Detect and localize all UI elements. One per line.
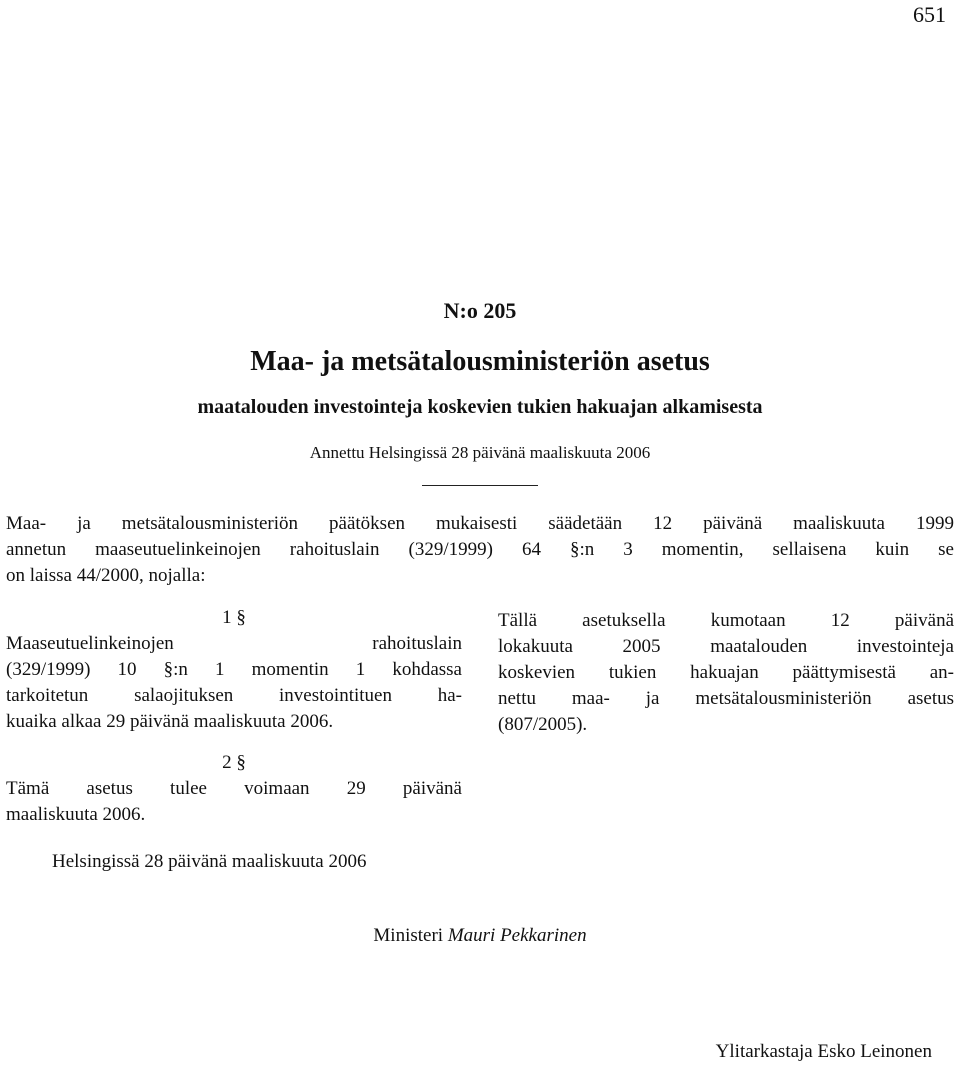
preamble-line: annetun maaseutuelinkeinojen rahoituslain (329/1999) 64 §:n 3 momentin, sellaisena kuin se xyxy=(6,539,954,560)
divider-rule xyxy=(422,485,538,486)
signing-place-date: Helsingissä 28 päivänä maaliskuuta 2006 xyxy=(52,851,367,872)
section-1 xyxy=(6,605,462,735)
repeal-line: lokakuuta 2005 maatalouden investointeja xyxy=(498,636,954,657)
preamble xyxy=(6,511,954,589)
section-line: (329/1999) 10 §:n 1 momentin 1 kohdassa xyxy=(6,659,462,680)
section-line: kuaika alkaa 29 päivänä maaliskuuta 2006. xyxy=(6,711,334,732)
minister-title: Ministeri xyxy=(373,925,444,946)
repeal-line: Tällä asetuksella kumotaan 12 päivänä xyxy=(498,610,954,631)
repeal-line: koskevien tukien hakuajan päättymisestä an- xyxy=(498,662,954,683)
statute-number: N:o 205 xyxy=(443,298,517,323)
repeal-line: (807/2005). xyxy=(498,714,588,735)
minister-signature xyxy=(0,925,960,947)
section-heading: 2 § xyxy=(222,752,246,773)
repeal-paragraph xyxy=(498,608,954,738)
section-line: Maaseutuelinkeinojen rahoituslain xyxy=(6,633,462,654)
official-signature: Ylitarkastaja Esko Leinonen xyxy=(715,1041,932,1062)
section-heading: 1 § xyxy=(222,607,246,628)
given-date-line: Annettu Helsingissä 28 päivänä maaliskuuta 2006 xyxy=(309,443,651,462)
repeal-line: nettu maa- ja metsätalousministeriön asetus xyxy=(498,688,954,709)
page-number: 651 xyxy=(913,2,946,27)
page-title: Maa- ja metsätalousministeriön asetus xyxy=(250,346,710,377)
page-subtitle: maatalouden investointeja koskevien tukien hakuajan alkamisesta xyxy=(197,396,763,418)
minister-name: Mauri Pekkarinen xyxy=(447,925,587,946)
section-line: Tämä asetus tulee voimaan 29 päivänä xyxy=(6,778,462,799)
preamble-line: Maa- ja metsätalousministeriön päätöksen mukaisesti säädetään 12 päivänä maaliskuuta 1999 xyxy=(6,513,954,534)
section-line: tarkoitetun salaojituksen investointituen ha- xyxy=(6,685,462,706)
preamble-line: on laissa 44/2000, nojalla: xyxy=(6,565,206,586)
section-2 xyxy=(6,750,462,828)
section-line: maaliskuuta 2006. xyxy=(6,804,146,825)
